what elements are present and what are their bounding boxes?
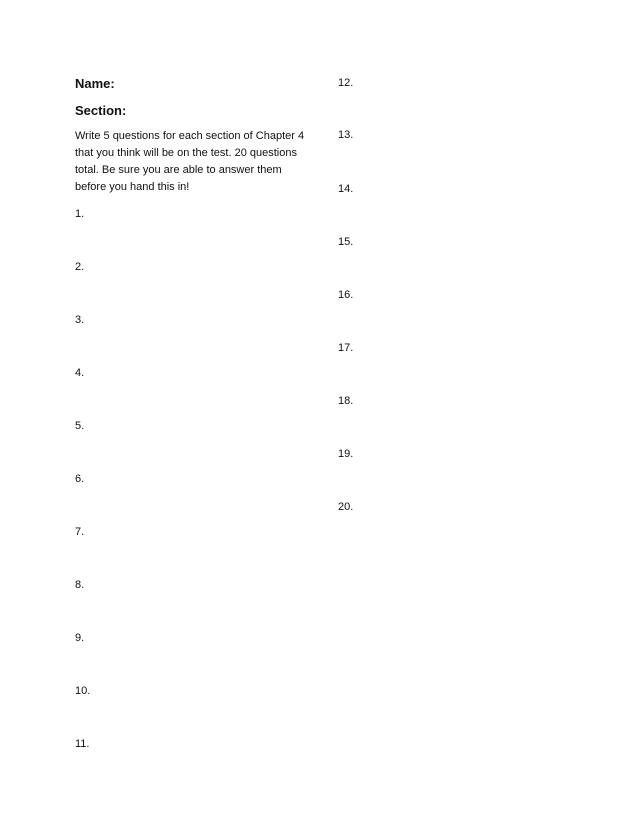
question-number-20: 20. (338, 501, 354, 513)
instructions-text: Write 5 questions for each section of Chapter 4 that you think will be on the test. 20 questions total. Be sure you are able to answer them before you hand this in! (75, 130, 305, 193)
question-number-13: 13. (338, 129, 354, 141)
question-number-1: 1. (75, 208, 85, 220)
question-number-7: 7. (75, 526, 85, 538)
section-label: Section: (75, 103, 127, 118)
question-number-2: 2. (75, 261, 85, 273)
question-number-3: 3. (75, 314, 85, 326)
question-number-9: 9. (75, 632, 85, 644)
question-number-18: 18. (338, 395, 354, 407)
question-number-17: 17. (338, 342, 354, 354)
question-number-8: 8. (75, 579, 85, 591)
question-number-5: 5. (75, 420, 85, 432)
question-number-10: 10. (75, 685, 91, 697)
question-number-16: 16. (338, 289, 354, 301)
question-number-12: 12. (338, 77, 354, 89)
name-label: Name: (75, 76, 115, 91)
question-number-11: 11. (75, 738, 90, 750)
question-number-6: 6. (75, 473, 85, 485)
question-number-4: 4. (75, 367, 85, 379)
question-number-15: 15. (338, 236, 354, 248)
question-number-19: 19. (338, 448, 354, 460)
question-number-14: 14. (338, 183, 354, 195)
